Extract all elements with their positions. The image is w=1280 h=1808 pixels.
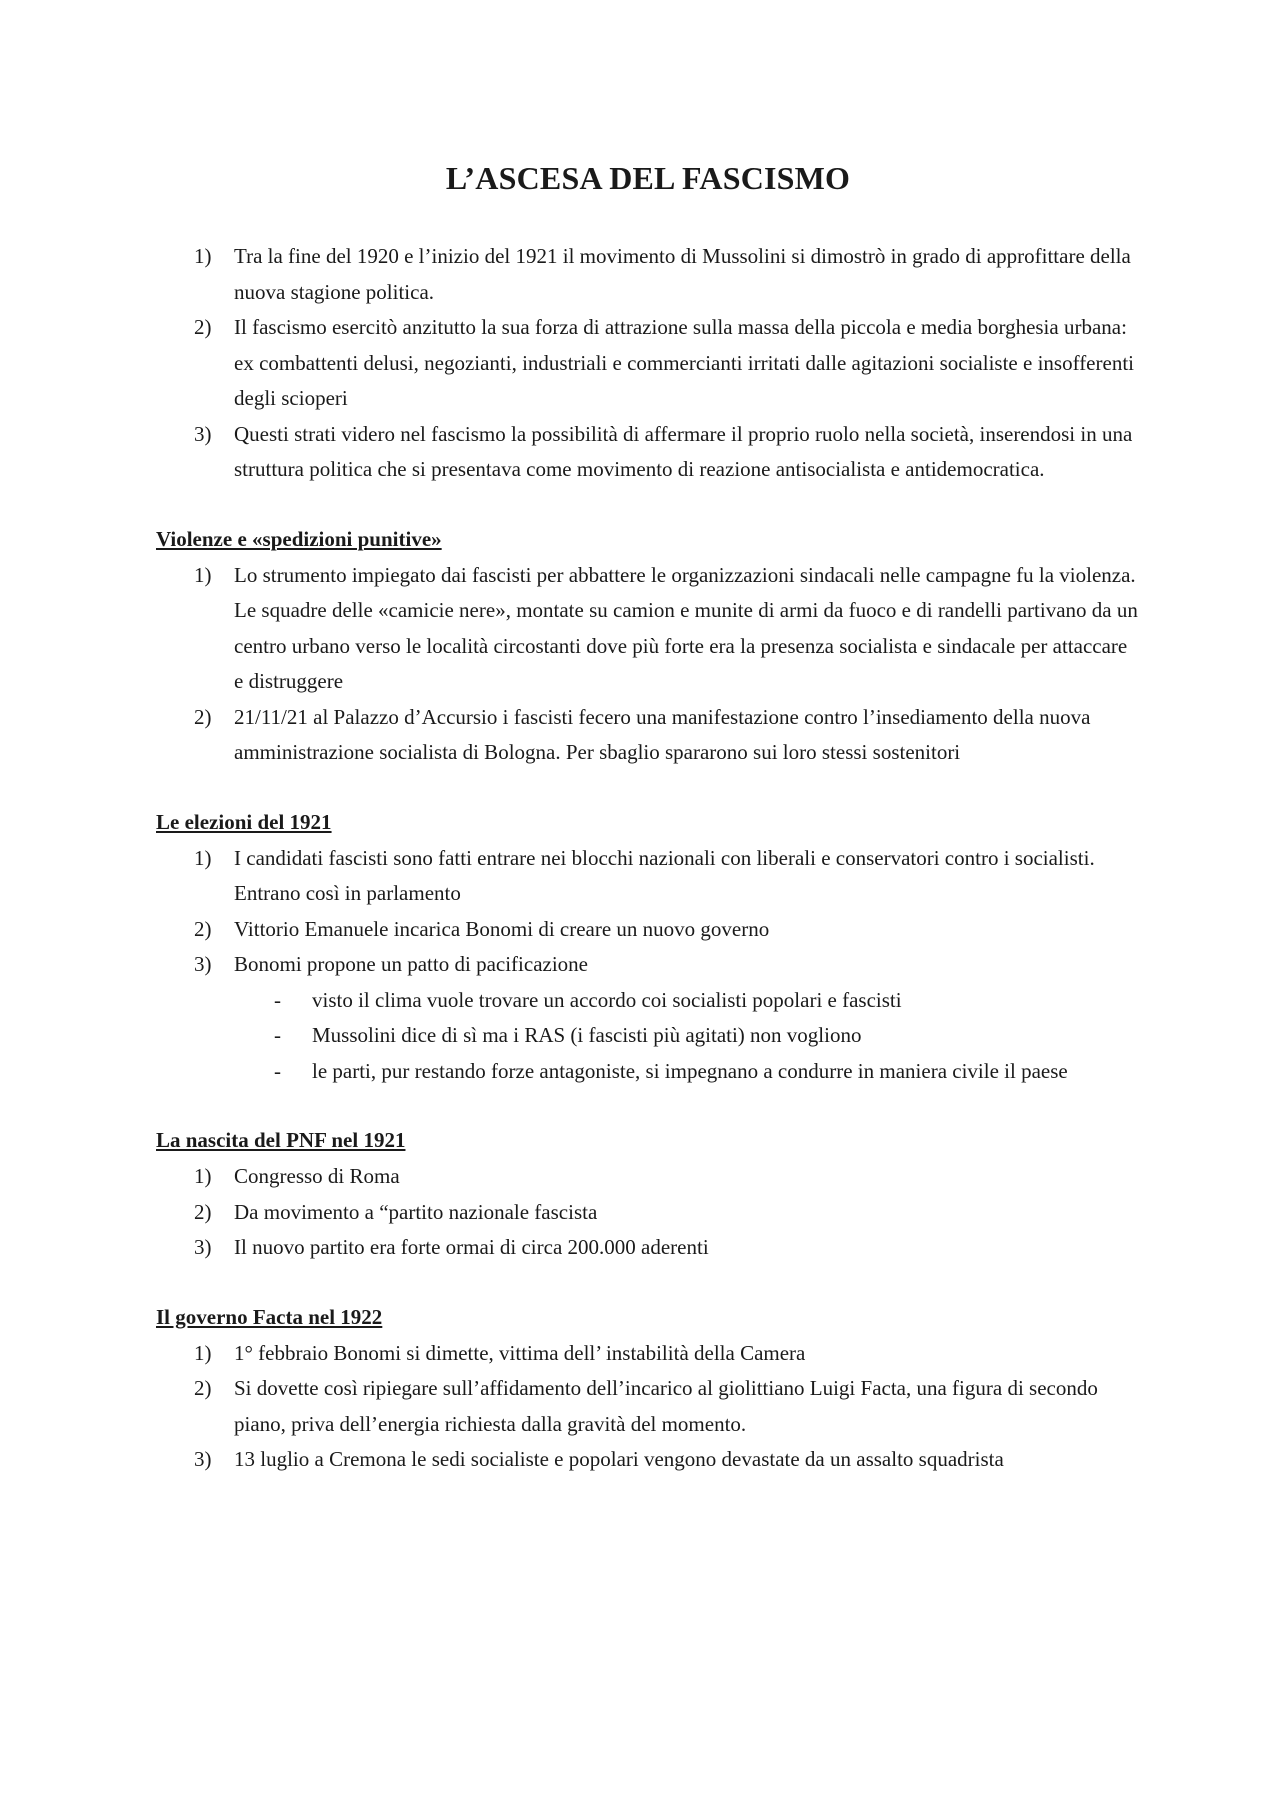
item-text: 21/11/21 al Palazzo d’Accursio i fascisti fecero una manifestazione contro l’insediamento della nuova amministrazione socialista di Bologna. Per sbaglio spararono sui loro stessi sostenitori xyxy=(234,704,1091,764)
item-number: 1) xyxy=(194,845,212,870)
item-number: 2) xyxy=(194,1376,212,1400)
sub-item-text: le parti, pur restando forze antagoniste, si impegnano a condurre in maniera civile il paese xyxy=(312,1058,1068,1083)
facta-list xyxy=(156,1336,1140,1478)
sub-list-item xyxy=(234,983,1140,1019)
sub-list-item xyxy=(234,1054,1140,1090)
item-number: 2) xyxy=(194,916,212,941)
item-text: Tra la fine del 1920 e l’inizio del 1921 il movimento di Mussolini si dimostrò in grado di approfittare della nuova stagione politica. xyxy=(234,244,1131,304)
item-number: 3) xyxy=(194,421,212,446)
section-heading: Le elezioni del 1921 xyxy=(156,809,332,834)
list-item xyxy=(156,558,1140,700)
list-item xyxy=(156,1195,1140,1231)
item-number: 1) xyxy=(194,244,212,268)
item-number: 2) xyxy=(194,704,212,729)
list-item xyxy=(156,417,1140,488)
item-number: 1) xyxy=(194,1164,212,1188)
item-text: Il fascismo esercitò anzitutto la sua forza di attrazione sulla massa della piccola e media borghesia urbana: ex combattenti delusi, negozianti, industriali e commercianti irritati dalle agitazioni socialiste e insofferenti degli scioperi xyxy=(234,315,1134,410)
list-item xyxy=(156,912,1140,948)
violenze-list xyxy=(156,558,1140,771)
item-text: Lo strumento impiegato dai fascisti per abbattere le organizzazioni sindacali nelle campagne fu la violenza. Le squadre delle «camicie nere», montate su camion e munite di armi da fuoco e di randelli partivano da un centro urbano verso le località circostanti dove più forte era la presenza socialista e sindacale per attaccare e distruggere xyxy=(234,562,1138,693)
list-item xyxy=(156,239,1140,310)
item-number: 1) xyxy=(194,1340,212,1365)
sub-list-item xyxy=(234,1018,1140,1054)
list-item xyxy=(156,1371,1140,1442)
item-text: Si dovette così ripiegare sull’affidamento dell’incarico al giolittiano Luigi Facta, una figura di secondo piano, priva dell’energia richiesta dalla gravità del momento. xyxy=(234,1376,1098,1436)
list-item xyxy=(156,1442,1140,1478)
item-number: 2) xyxy=(194,315,212,339)
section-heading: Il governo Facta nel 1922 xyxy=(156,1304,383,1329)
item-number: 3) xyxy=(194,1447,212,1471)
section-heading: Violenze e «spedizioni punitive» xyxy=(156,526,442,551)
list-item xyxy=(156,1159,1140,1195)
dash-bullet: - xyxy=(274,1058,281,1083)
list-item xyxy=(156,947,1140,1089)
dash-bullet: - xyxy=(274,987,281,1012)
pnf-list xyxy=(156,1159,1140,1266)
item-number: 2) xyxy=(194,1199,212,1224)
list-item xyxy=(156,310,1140,417)
sub-item-text: visto il clima vuole trovare un accordo coi socialisti popolari e fascisti xyxy=(312,987,902,1012)
item-number: 1) xyxy=(194,562,212,587)
section-elezioni xyxy=(156,805,1140,1090)
section-facta xyxy=(156,1300,1140,1478)
item-text: Da movimento a “partito nazionale fascista xyxy=(234,1199,598,1224)
section-pnf xyxy=(156,1123,1140,1266)
sub-item-text: Mussolini dice di sì ma i RAS (i fascisti più agitati) non vogliono xyxy=(312,1023,862,1047)
item-text: Il nuovo partito era forte ormai di circa 200.000 aderenti xyxy=(234,1235,709,1259)
section-intro xyxy=(156,239,1140,488)
dash-bullet: - xyxy=(274,1023,281,1047)
list-item xyxy=(156,1336,1140,1372)
list-item xyxy=(156,700,1140,771)
item-number: 3) xyxy=(194,952,212,976)
list-item xyxy=(156,1230,1140,1266)
intro-list xyxy=(156,239,1140,488)
item-text: Questi strati videro nel fascismo la possibilità di affermare il proprio ruolo nella società, inserendosi in una struttura politica che si presentava come movimento di reazione antisocialista e antidemocratica. xyxy=(234,421,1133,481)
item-number: 3) xyxy=(194,1235,212,1259)
section-violenze xyxy=(156,522,1140,771)
item-text: Congresso di Roma xyxy=(234,1164,400,1188)
section-heading: La nascita del PNF nel 1921 xyxy=(156,1128,406,1152)
item-text: I candidati fascisti sono fatti entrare nei blocchi nazionali con liberali e conservatori contro i socialisti. Entrano così in parlamento xyxy=(234,845,1095,905)
elezioni-list xyxy=(156,841,1140,1090)
item-text: 1° febbraio Bonomi si dimette, vittima dell’ instabilità della Camera xyxy=(234,1340,806,1365)
list-item xyxy=(156,841,1140,912)
page-title: L’ASCESA DEL FASCISMO xyxy=(445,160,851,196)
item-text: Vittorio Emanuele incarica Bonomi di creare un nuovo governo xyxy=(234,916,770,941)
elezioni-sublist xyxy=(234,983,1140,1090)
item-text: Bonomi propone un patto di pacificazione xyxy=(234,952,588,976)
item-text: 13 luglio a Cremona le sedi socialiste e popolari vengono devastate da un assalto squadrista xyxy=(234,1447,1004,1471)
